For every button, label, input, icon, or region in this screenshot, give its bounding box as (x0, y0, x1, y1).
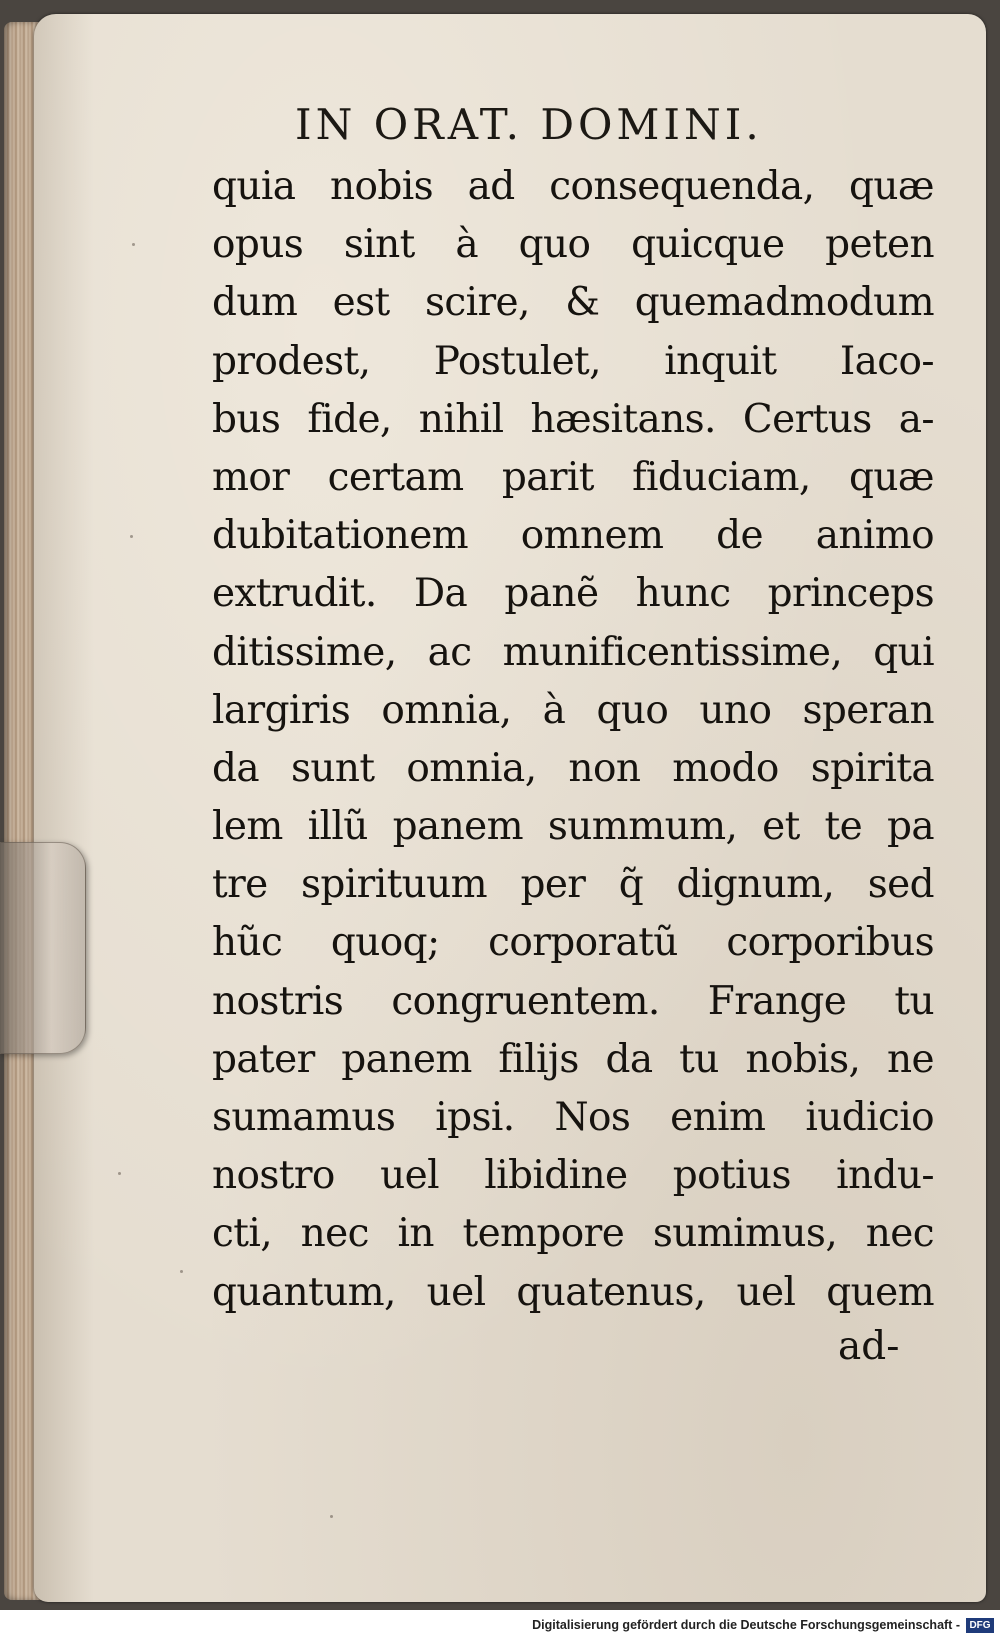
text-line: lem illũ panem summum, et te pa (212, 804, 934, 850)
paper-speck (180, 1270, 183, 1273)
text-line: cti, nec in tempore sumimus, nec (212, 1211, 934, 1257)
text-line: nostro uel libidine potius indu- (212, 1153, 934, 1199)
paper-speck (118, 1172, 121, 1175)
text-line: sumamus ipsi. Nos enim iudicio (212, 1095, 934, 1140)
text-line: dum est scire, & quemadmodum (212, 280, 934, 326)
text-line: bus fide, nihil hæsitans. Certus a- (212, 396, 934, 442)
text-line: ditissime, ac munificentissime, qui (212, 629, 934, 675)
page-clip (0, 842, 86, 1054)
text-line: extrudit. Da panẽ hunc princeps (212, 571, 934, 617)
footer-bar (0, 1610, 1000, 1638)
text-line: mor certam parit fiduciam, quæ (212, 454, 934, 500)
text-line: opus sint à quo quicque peten (212, 222, 934, 268)
paper-speck (130, 535, 133, 538)
text-line: pater panem filijs da tu nobis, ne (212, 1036, 934, 1082)
running-heading: IN ORAT. DOMINI. (295, 100, 763, 149)
text-line: hũc quoq; corporatũ corporibus (212, 920, 934, 966)
paper-speck (330, 1515, 333, 1518)
text-line: prodest, Postulet, inquit Iaco- (212, 338, 934, 384)
dfg-logo-icon: DFG (966, 1618, 994, 1633)
text-line: quia nobis ad consequenda, quæ (212, 164, 934, 209)
paper-speck (132, 243, 135, 246)
catchword: ad- (838, 1324, 900, 1369)
text-line: dubitationem omnem de animo (212, 513, 934, 559)
footer-credit: Digitalisierung gefördert durch die Deutsche Forschungsgemeinschaft - (532, 1618, 960, 1632)
text-line: da sunt omnia, non modo spirita (212, 745, 934, 791)
text-line: largiris omnia, à quo uno speran (212, 687, 934, 733)
text-line: quantum, uel quatenus, uel quem (212, 1269, 934, 1315)
text-line: tre spirituum per q̃ dignum, sed (212, 862, 934, 908)
body-text (212, 158, 934, 1322)
text-line: nostris congruentem. Frange tu (212, 978, 934, 1024)
